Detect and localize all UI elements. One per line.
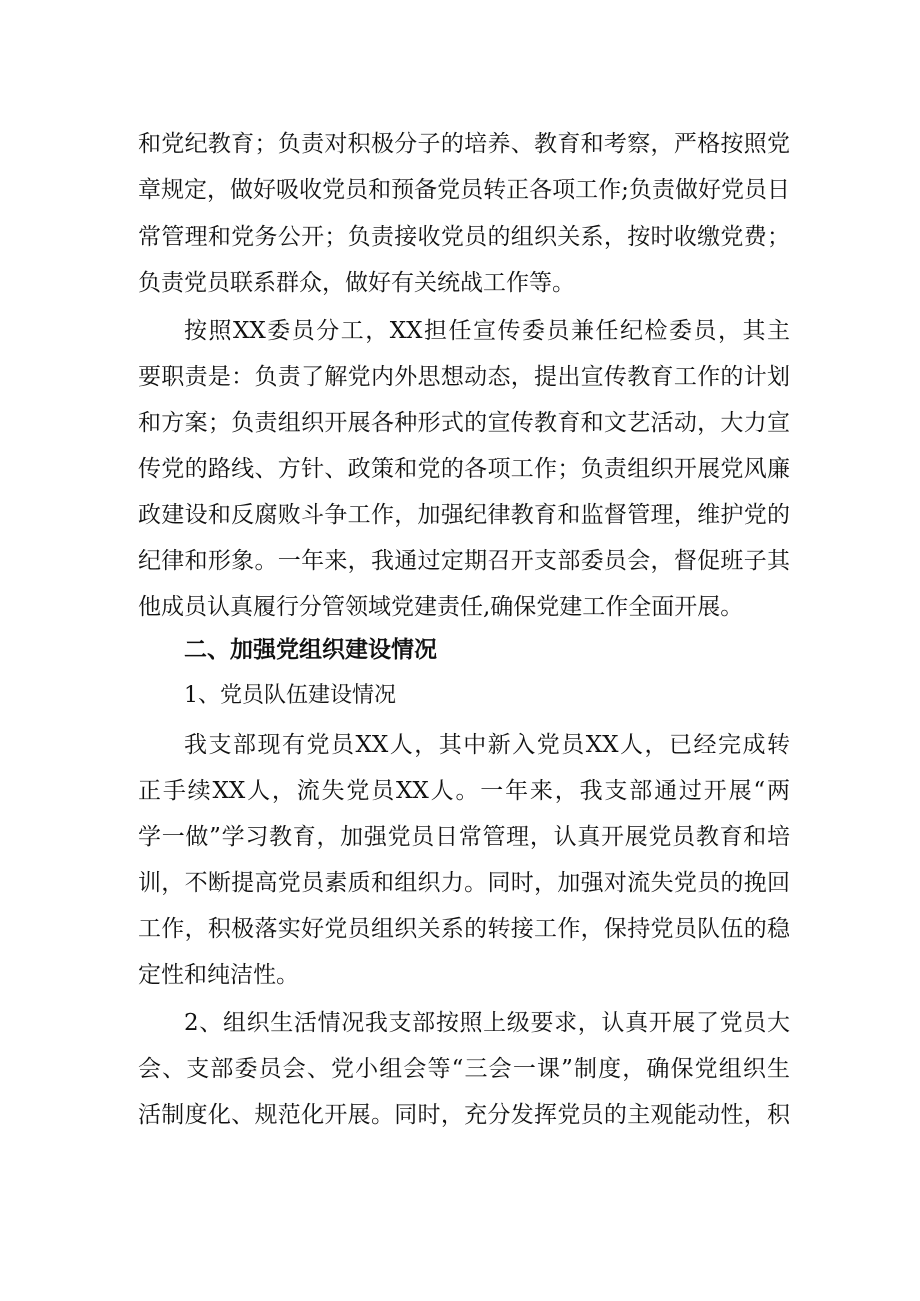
text-line: 他成员认真履行分管领域党建责任,确保党建工作全面开展。 — [138, 594, 744, 620]
text-line: 会、支部委员会、党小组会等“三会一课”制度，确保党组织生 — [138, 1056, 790, 1082]
subsection-heading: 1、党员队伍建设情况 — [184, 683, 396, 708]
text-line: 和党纪教育；负责对积极分子的培养、教育和考察，严格按照党 — [138, 131, 790, 157]
text-line: 正手续XX人，流失党员XX人。一年来，我支部通过开展“两 — [138, 778, 790, 804]
paragraph-first-line: 我支部现有党员XX人，其中新入党员XX人，已经完成转 — [184, 732, 790, 758]
text-line: 和方案；负责组织开展各种形式的宣传教育和文艺活动，大力宣 — [138, 410, 790, 436]
text-line: 政建设和反腐败斗争工作，加强纪律教育和监督管理，维护党的 — [138, 502, 790, 528]
text-line: 训，不断提高党员素质和组织力。同时，加强对流失党员的挽回 — [138, 870, 790, 896]
text-line: 工作，积极落实好党员组织关系的转接工作，保持党员队伍的稳 — [138, 916, 790, 942]
text-line: 常管理和党务公开；负责接收党员的组织关系，按时收缴党费； — [138, 224, 790, 250]
text-line: 学一做”学习教育，加强党员日常管理，认真开展党员教育和培 — [138, 824, 790, 850]
paragraph-first-line: 按照XX委员分工，XX担任宣传委员兼任纪检委员，其主 — [184, 318, 790, 344]
section-heading: 二、加强党组织建设情况 — [184, 637, 437, 663]
text-line: 传党的路线、方针、政策和党的各项工作；负责组织开展党风廉 — [138, 456, 790, 482]
text-line: 纪律和形象。一年来，我通过定期召开支部委员会，督促班子其 — [138, 548, 790, 574]
paragraph-first-line: 2、组织生活情况我支部按照上级要求，认真开展了党员大 — [184, 1010, 790, 1036]
text-line: 负责党员联系群众，做好有关统战工作等。 — [138, 270, 575, 296]
text-line: 定性和纯洁性。 — [138, 962, 299, 988]
text-line: 要职责是：负责了解党内外思想动态，提出宣传教育工作的计划 — [138, 364, 790, 390]
text-line: 活制度化、规范化开展。同时，充分发挥党员的主观能动性，积 — [138, 1102, 790, 1128]
text-line: 章规定，做好吸收党员和预备党员转正各项工作;负责做好党员日 — [138, 177, 790, 203]
